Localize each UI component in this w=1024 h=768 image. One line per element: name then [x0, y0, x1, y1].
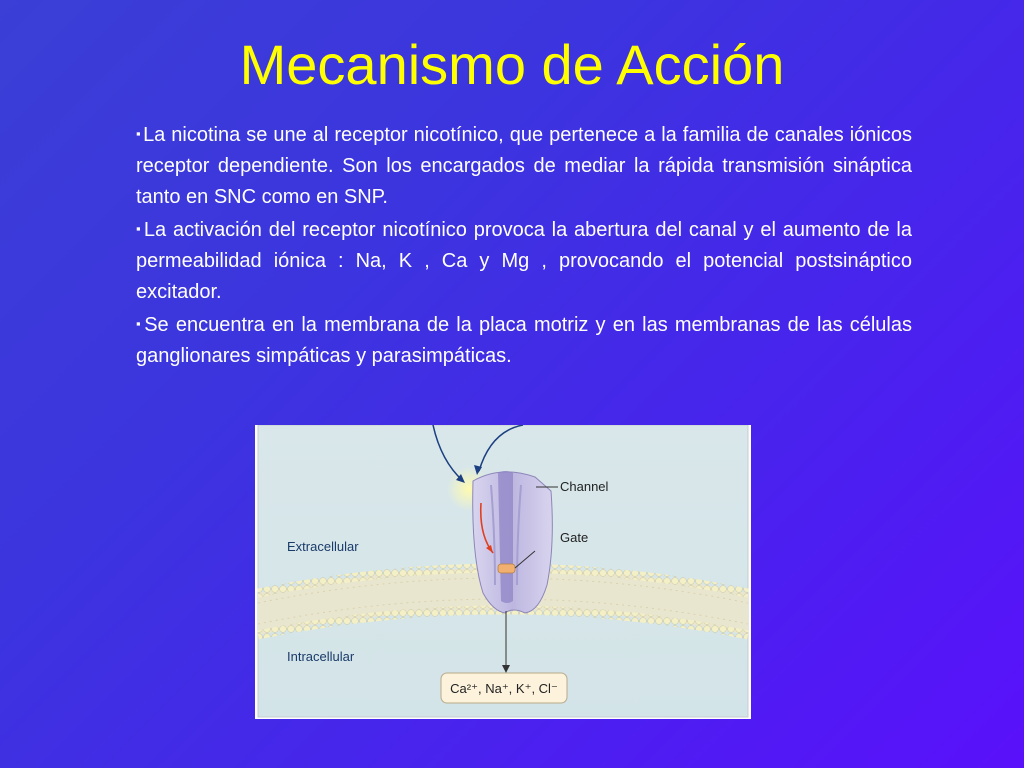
extracellular-label: Extracellular: [287, 539, 359, 554]
ion-channel-illustration: [255, 425, 751, 719]
bullet-marker: ▪: [136, 316, 143, 331]
bullet-list: [136, 118, 912, 372]
ions-label: Ca²⁺, Na⁺, K⁺, Cl⁻: [450, 681, 558, 696]
bullet-marker: ▪: [136, 221, 142, 236]
bullet-text: La activación del receptor nicotínico provoca la abertura del canal y el aumento de la permeabilidad iónica : Na, K , Ca y Mg , provocando el potencial postsináptico excitador.: [136, 219, 912, 303]
bullet-text: La nicotina se une al receptor nicotínico, que pertenece a la familia de canales iónicos receptor dependiente. Son los encargados de mediar la rápida transmisión sináptica tanto en SNC como en SNP.: [136, 124, 912, 208]
bullet-item: [136, 213, 912, 308]
bullet-item: [136, 118, 912, 213]
bullet-marker: ▪: [136, 126, 142, 141]
ion-channel: [473, 471, 553, 613]
channel-label: Channel: [560, 479, 609, 494]
slide-title: Mecanismo de Acción: [239, 33, 785, 96]
intracellular-label: Intracellular: [287, 649, 355, 664]
bullet-item: [136, 308, 912, 372]
bullet-text: Se encuentra en la membrana de la placa motriz y en las membranas de las células ganglionares simpáticas y parasimpáticas.: [136, 314, 912, 367]
ion-channel-diagram: [255, 425, 751, 719]
channel-gate: [498, 564, 515, 573]
gate-label: Gate: [560, 530, 589, 545]
